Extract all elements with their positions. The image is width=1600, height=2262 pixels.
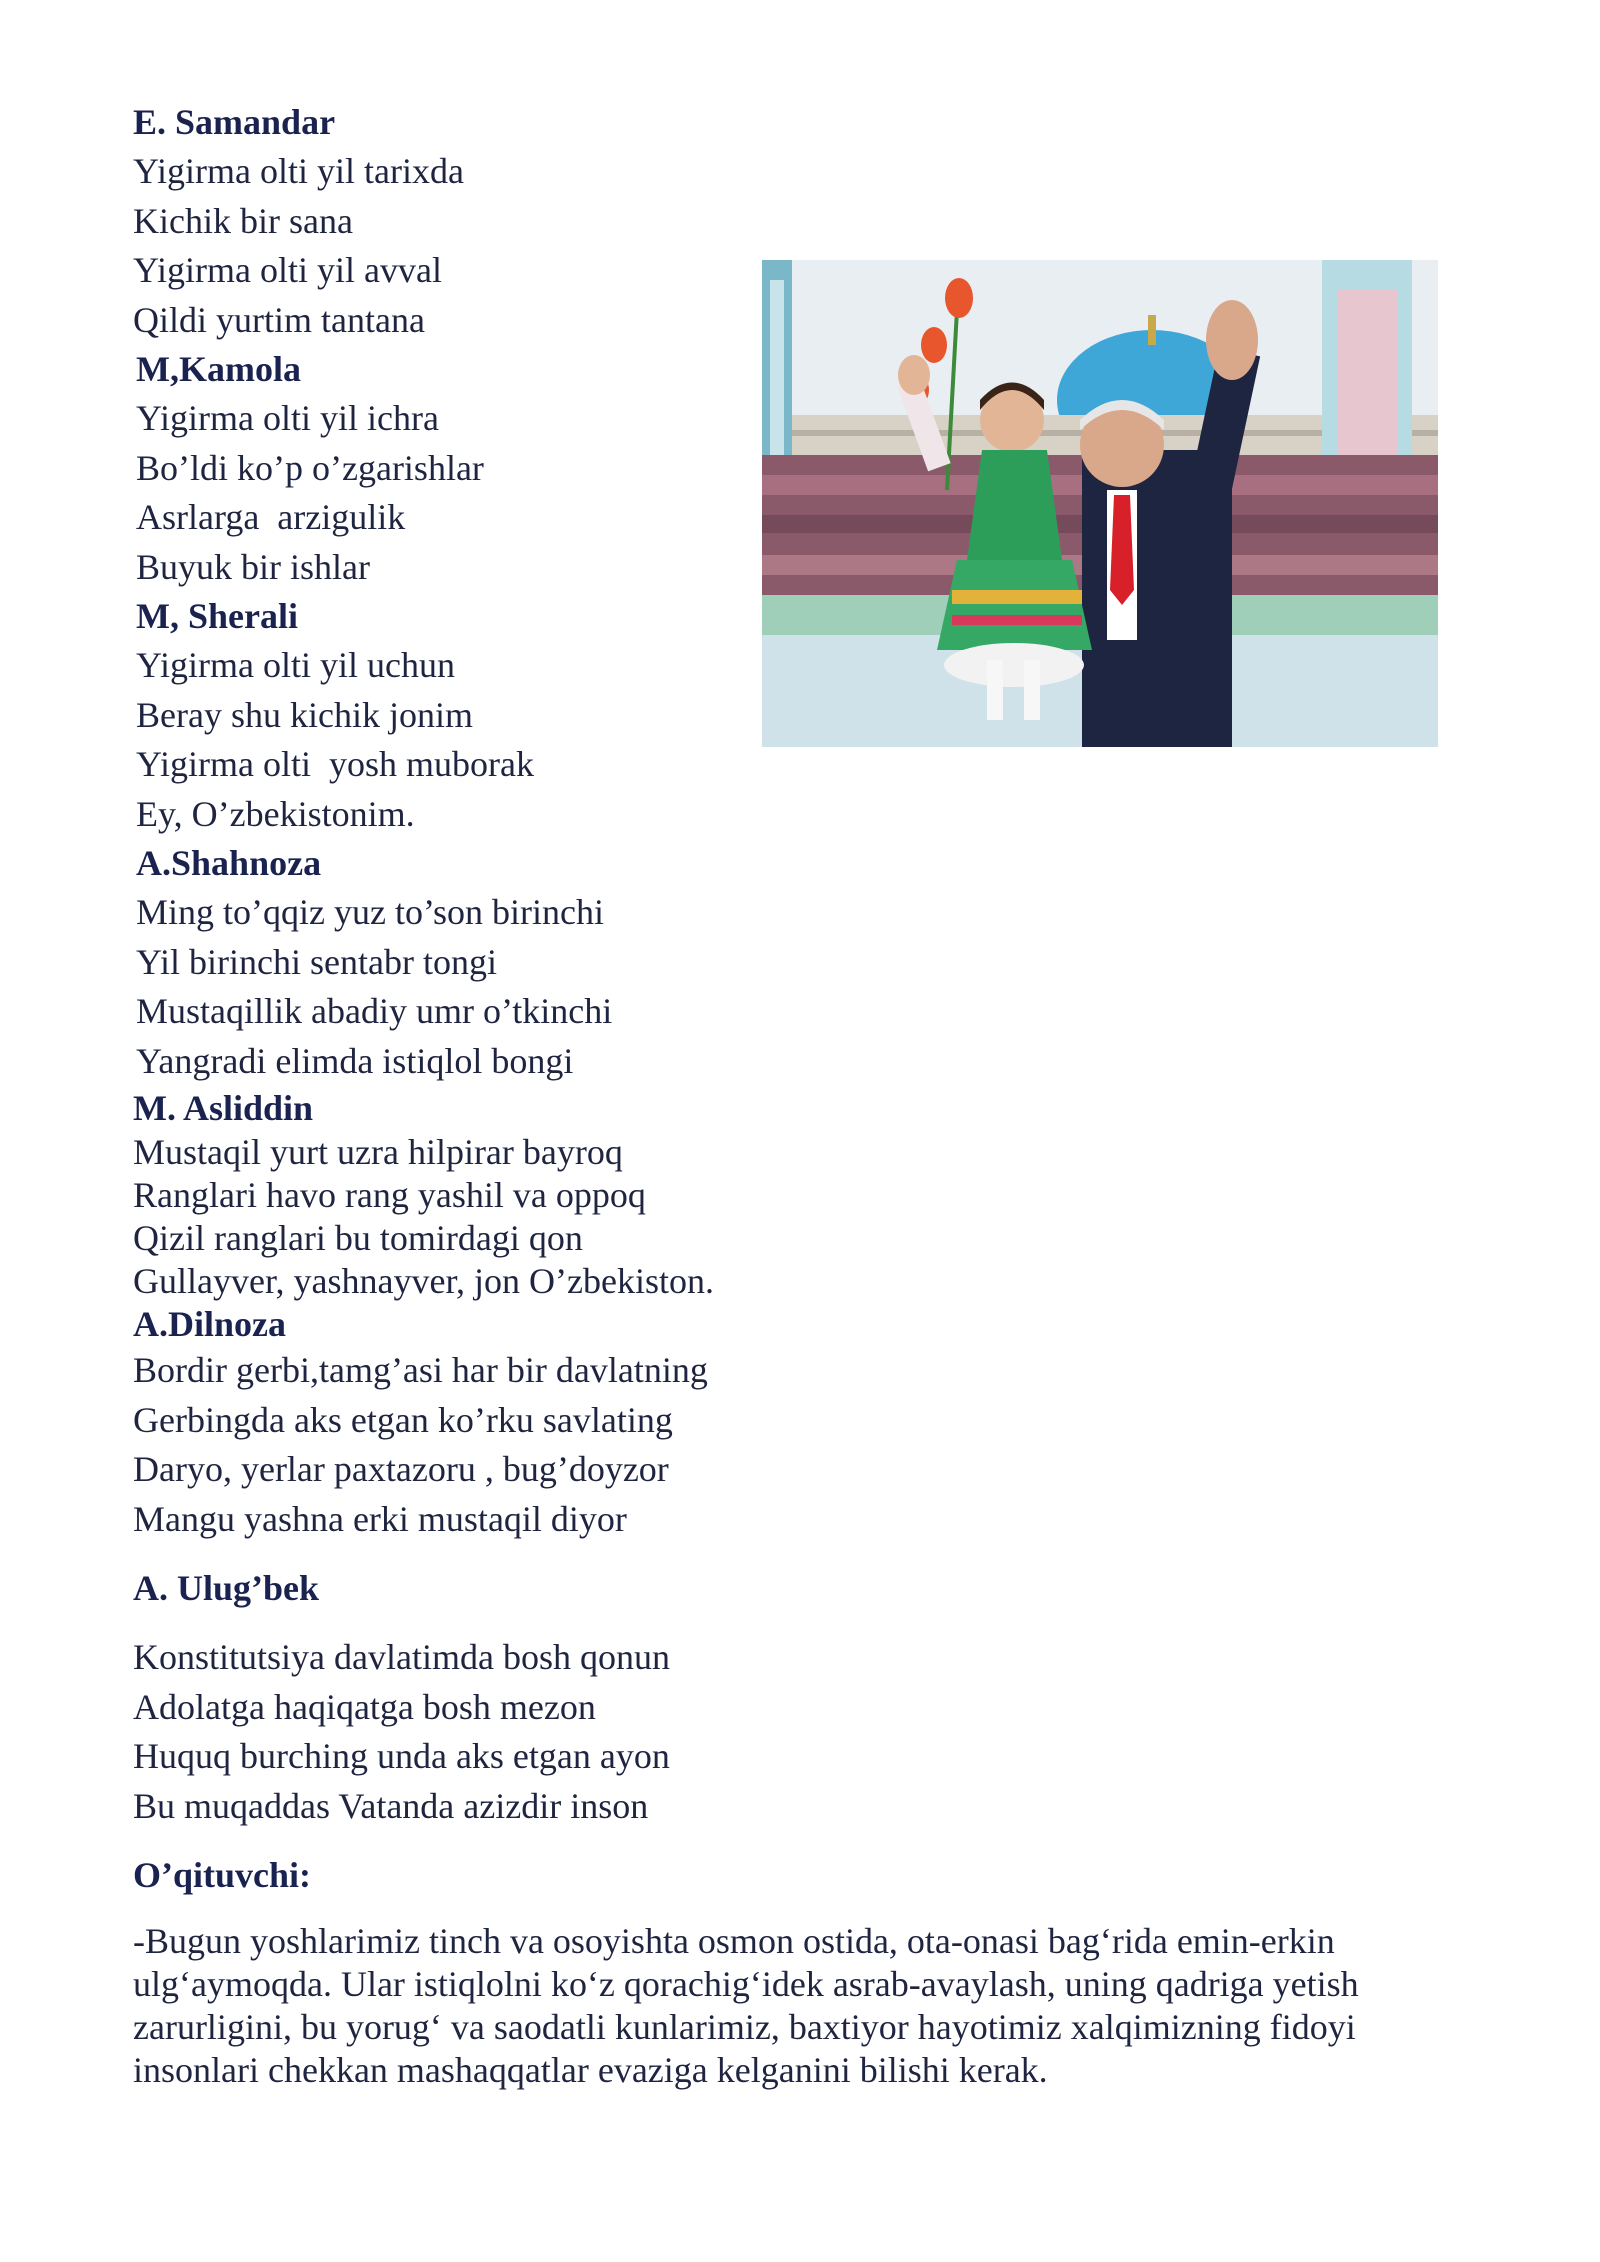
speaker-name: M, Sherali — [136, 596, 298, 636]
speaker-name: A. Ulug’bek — [133, 1568, 320, 1608]
speaker-name: A.Shahnoza — [136, 843, 322, 883]
poem-line: Kichik bir sana — [133, 200, 353, 241]
stanza — [133, 839, 1433, 1086]
poem-line: Ranglari havo rang yashil va oppoq — [133, 1175, 646, 1215]
poem-line: Adolatga haqiqatga bosh mezon — [133, 1686, 596, 1727]
poem-line: Bordir gerbi,tamg’asi har bir davlatning — [133, 1350, 708, 1390]
poem-line: Yigirma olti yil uchun — [136, 645, 455, 685]
poem-line: Buyuk bir ishlar — [136, 546, 370, 587]
poem-line: Ey, O’zbekistonim. — [136, 793, 415, 834]
poem-line: Ming to’qqiz yuz to’son birinchi — [136, 892, 604, 932]
poem-line: Asrlarga arzigulik — [136, 497, 406, 537]
teacher-section — [133, 1851, 1433, 2092]
speaker-name: A.Dilnoza — [133, 1304, 286, 1344]
poem-line: Mustaqillik abadiy umr o’tkinchi — [136, 991, 613, 1031]
poem-line: Mustaqil yurt uzra hilpirar bayroq — [133, 1132, 623, 1172]
stanza — [133, 592, 1433, 839]
poem-column — [133, 98, 1433, 2092]
poem-line: Bo’ldi ko’p o’zgarishlar — [136, 447, 484, 488]
poem-line: Yigirma olti yil avval — [133, 250, 442, 290]
poem-line: Daryo, yerlar paxtazoru , bug’doyzor — [133, 1449, 669, 1489]
stanza — [133, 1303, 1433, 1544]
speaker-name: E. Samandar — [133, 102, 336, 142]
teacher-label: O’qituvchi: — [133, 1855, 312, 1895]
teacher-paragraph: -Bugun yoshlarimiz tinch va osoyishta osmon ostida, ota-onasi bag‘rida emin-erkin ulg‘aymoqda. Ular istiqlolni ko‘z qorachig‘idek asrab-avaylash, uning qadriga yetish zarurligini, bu yorug‘ va saodatli kunlarimiz, baxtiyor hayotimiz xalqimizning fidoyi insonlari chekkan mashaqqatlar evaziga kelganini bilishi kerak. — [133, 1921, 1359, 2090]
poem-line: Yigirma olti yil tarixda — [133, 151, 464, 191]
poem-line: Huquq burching unda aks etgan ayon — [133, 1736, 670, 1776]
speaker-name: M. Asliddin — [133, 1088, 314, 1128]
stanza — [133, 1564, 1433, 1831]
poem-line: Beray shu kichik jonim — [136, 694, 473, 735]
poem-line: Yigirma olti yil ichra — [136, 398, 439, 438]
stanza — [133, 98, 1433, 345]
poem-line: Gullayver, yashnayver, jon O’zbekiston. — [133, 1261, 714, 1301]
poem-line: Gerbingda aks etgan ko’rku savlating — [133, 1399, 673, 1440]
speaker-name: M,Kamola — [136, 349, 301, 389]
poem-line: Konstitutsiya davlatimda bosh qonun — [133, 1637, 670, 1677]
stanza — [133, 1086, 1433, 1303]
poem-line: Qizil ranglari bu tomirdagi qon — [133, 1218, 583, 1258]
poem-line: Yigirma olti yosh muborak — [136, 744, 534, 784]
poem-line: Qildi yurtim tantana — [133, 299, 425, 340]
poem-line: Yangradi elimda istiqlol bongi — [136, 1040, 574, 1081]
poem-line: Bu muqaddas Vatanda azizdir inson — [133, 1785, 649, 1826]
stanza — [133, 345, 1433, 592]
poem-line: Yil birinchi sentabr tongi — [136, 941, 497, 982]
poem-line: Mangu yashna erki mustaqil diyor — [133, 1498, 627, 1539]
